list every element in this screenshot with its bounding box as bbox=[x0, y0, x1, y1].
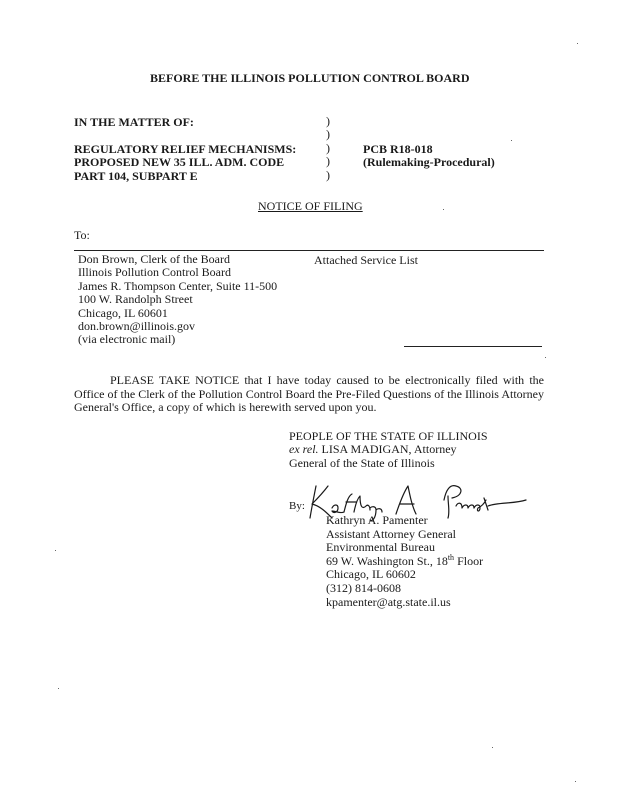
in-the-matter-label: IN THE MATTER OF: bbox=[74, 115, 194, 129]
party-line: General of the State of Illinois bbox=[289, 455, 435, 470]
recipient-address bbox=[78, 253, 277, 347]
matter-line: REGULATORY RELIEF MECHANISMS: bbox=[74, 142, 297, 156]
by-label: By: bbox=[289, 500, 305, 512]
party-line-rest: LISA MADIGAN, Attorney bbox=[318, 442, 457, 457]
notice-title: NOTICE OF FILING bbox=[258, 199, 363, 213]
recipient-line: don.brown@illinois.gov bbox=[78, 319, 196, 334]
recipient-line: Don Brown, Clerk of the Board bbox=[78, 252, 230, 266]
notice-body-text: PLEASE TAKE NOTICE that I have today caused to be electronically filed with the Office of the Clerk of the Pollution Control Board the Pre-Filed Questions of the Illinois Attorney General's Office, a copy of which is herewith served upon you. bbox=[74, 373, 544, 414]
to-label: To: bbox=[74, 228, 90, 242]
paren: ) bbox=[326, 154, 330, 169]
paren: ) bbox=[326, 127, 330, 142]
caption-parentheses bbox=[326, 115, 330, 182]
attorney-phone: (312) 814-0608 bbox=[326, 580, 401, 595]
attorney-name: Kathryn A. Pamenter bbox=[326, 513, 428, 527]
recipient-line: Chicago, IL 60601 bbox=[78, 305, 168, 320]
recipient-bottom-rule bbox=[404, 346, 542, 347]
attorney-title: Assistant Attorney General bbox=[326, 526, 456, 541]
attorney-email: kpamenter@atg.state.il.us bbox=[326, 594, 451, 609]
recipient-line: (via electronic mail) bbox=[78, 332, 176, 347]
attached-service-list: Attached Service List bbox=[314, 253, 418, 267]
party-line bbox=[289, 443, 488, 456]
party-block bbox=[289, 430, 488, 470]
attorney-bureau: Environmental Bureau bbox=[326, 540, 435, 555]
scan-speck bbox=[58, 688, 59, 689]
document-heading: BEFORE THE ILLINOIS POLLUTION CONTROL BOARD bbox=[150, 71, 470, 85]
scan-speck bbox=[492, 747, 493, 748]
scan-speck bbox=[511, 140, 512, 141]
notice-body bbox=[74, 374, 544, 415]
scan-speck bbox=[55, 550, 56, 551]
recipient-line: 100 W. Randolph Street bbox=[78, 292, 193, 307]
matter-description bbox=[74, 143, 296, 183]
paren: ) bbox=[326, 140, 330, 155]
case-type: (Rulemaking-Procedural) bbox=[363, 155, 495, 170]
scan-speck bbox=[577, 43, 578, 44]
paren: ) bbox=[326, 167, 330, 182]
attorney-street: 69 W. Washington St., 18th Floor bbox=[326, 552, 484, 568]
scan-speck bbox=[545, 357, 546, 358]
attorney-city: Chicago, IL 60602 bbox=[326, 567, 416, 582]
paren: ) bbox=[326, 114, 330, 128]
attorney-block bbox=[326, 514, 483, 609]
recipient-top-rule bbox=[74, 250, 544, 251]
case-info bbox=[363, 143, 495, 170]
recipient-line: Illinois Pollution Control Board bbox=[78, 265, 232, 280]
recipient-line: James R. Thompson Center, Suite 11-500 bbox=[78, 278, 278, 293]
ex-rel: ex rel. bbox=[289, 442, 319, 457]
case-number: PCB R18-018 bbox=[363, 142, 433, 156]
scan-speck bbox=[443, 209, 444, 210]
party-line: PEOPLE OF THE STATE OF ILLINOIS bbox=[289, 429, 488, 443]
matter-line: PROPOSED NEW 35 ILL. ADM. CODE bbox=[74, 155, 285, 170]
matter-line: PART 104, SUBPART E bbox=[74, 168, 198, 183]
scan-speck bbox=[575, 781, 576, 782]
